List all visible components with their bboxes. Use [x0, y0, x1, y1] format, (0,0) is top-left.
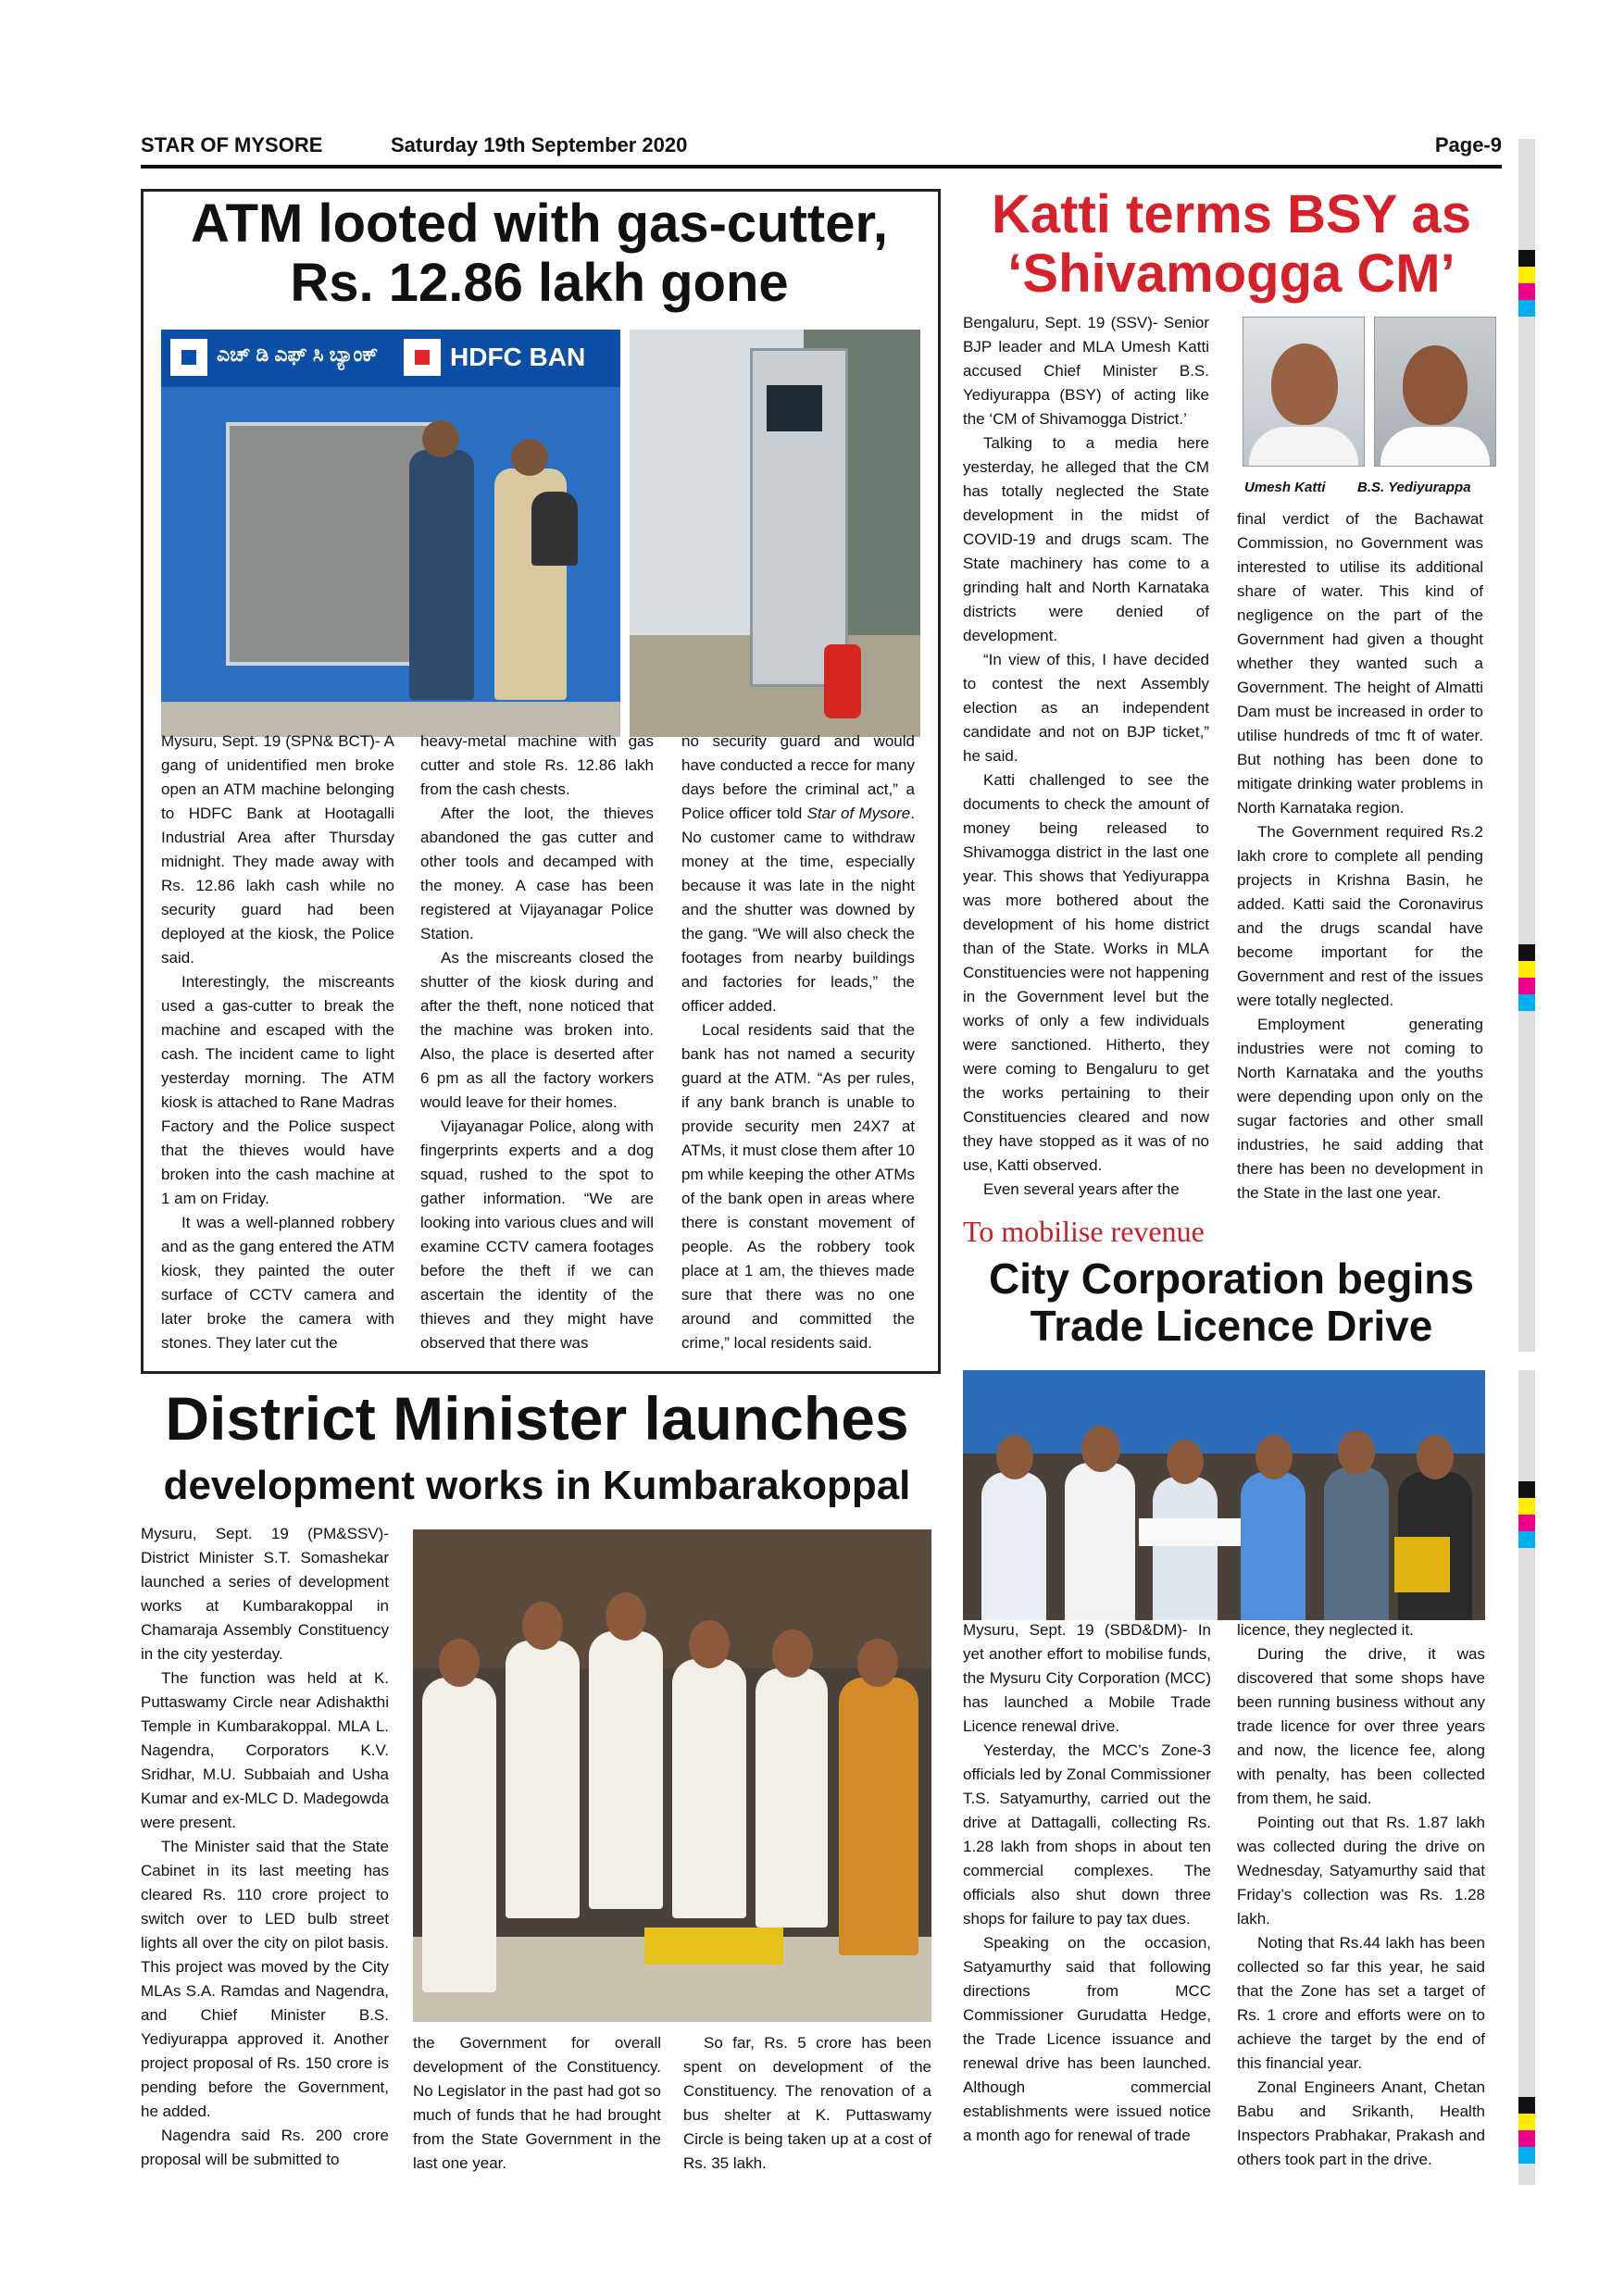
officer-head	[511, 439, 548, 476]
hdfc-sign-text: HDFC BAN	[450, 343, 586, 371]
katti-c2-p3: Employment generating industries were not coming to North Karnataka and the youths were depending upon only on the sugar factories and other small industries, he said adding that there has been no development in the State in the last one year.	[1237, 1016, 1483, 1202]
hdfc-logo-icon	[170, 339, 207, 376]
trade-c1-p1: Mysuru, Sept. 19 (SBD&DM)- In yet another effort to mobilise funds, the Mysuru City Corporation (MCC) has launched a Mobile Trade Licence renewal drive.	[963, 1621, 1211, 1735]
atm-c3-paper-name: Star of Mysore	[806, 805, 911, 822]
katti-headline	[954, 185, 1509, 304]
guest-4-face	[772, 1629, 813, 1678]
page-number: Page-9	[1434, 133, 1502, 156]
minister-figure	[422, 1678, 496, 1992]
official-2	[1065, 1463, 1135, 1620]
katti-headline-line1: Katti terms BSY as	[992, 184, 1471, 244]
yediyurappa-portrait	[1374, 317, 1496, 467]
shop-backdrop	[963, 1370, 1485, 1454]
katti-c1-p5: Even several years after the	[983, 1180, 1180, 1198]
backpack	[531, 492, 578, 566]
district-headline	[130, 1385, 944, 1453]
guest-3	[672, 1659, 746, 1918]
margin-bar-top	[1518, 139, 1535, 1352]
trade-headline	[954, 1255, 1509, 1349]
katti-c1-p2: Talking to a media here yesterday, he alleged that the CM has totally neglected the State development in the midst of COVID-19 and drugs scam. The State machinery has come to a grinding halt and North Karnataka districts were denied of development.	[963, 434, 1209, 644]
atm-c3-p1b: . No customer came to withdraw money at the time, especially because it was late in the night and the shutter was downed by the gang. “We will also check the footages from nearby buildings and factories for leads,” the officer added.	[681, 805, 915, 1015]
trade-column-2	[1237, 1618, 1485, 2172]
katti-c2-p1: final verdict of the Bachawat Commission, no Government was interested to utilise its additional share of water. This kind of negligence on the part of the Government had given a thought whether they wanted such a Government. The height of Almatti Dam must be increased in order to utilise hundreds of tmc ft of water. But nothing has been done to mitigate drinking water problems in North Karnataka region.	[1237, 510, 1483, 817]
trade-kicker: To mobilise revenue	[963, 1215, 1205, 1248]
guest-4	[756, 1668, 828, 1928]
district-c3-p1: So far, Rs. 5 crore has been spent on development of the Constituency. The renovation of a bus shelter at K. Puttaswamy Circle is being taken up at a cost of Rs. 35 lakh.	[683, 2034, 931, 2172]
woman-figure	[839, 1678, 918, 1955]
atm-column-1	[161, 730, 394, 1355]
katti-c1-p4: Katti challenged to see the documents to check the amount of money being released to Shivamogga district in the last one year. This shows that Yediyurappa was more bothered about the development of his home district than of the State. Works in MLA Constituencies were not happening in the Government level but the works of only a few individuals were sanctioned. Hitherto, they were coming to Bengaluru to get the works pertaining to their Constituencies cleared and now they have stopped as it was of no use, Katti observed.	[963, 771, 1209, 1174]
guest-1-face	[522, 1602, 563, 1650]
katti-headline-line2: ‘Shivamogga CM’	[1007, 243, 1455, 304]
atm-c2-p2: After the loot, the thieves abandoned the gas cutter and other tools and decamped with the money. A case has been registered at Vijayanagar Police Station.	[420, 805, 654, 942]
trade-c2-p3: Pointing out that Rs. 1.87 lakh was collected during the drive on Wednesday, Satyamurthy said that Friday’s collection was Rs. 1.28 lakh.	[1237, 1814, 1485, 1928]
registration-marks-3	[1518, 1481, 1535, 1548]
temple-backdrop	[413, 1529, 931, 1668]
district-column-2	[413, 2031, 661, 2176]
trade-headline-line1: City Corporation begins	[989, 1254, 1474, 1303]
district-column-3	[683, 2031, 931, 2176]
shopkeeper-face	[1255, 1435, 1293, 1479]
yellow-folder	[1394, 1537, 1450, 1592]
umesh-katti-portrait	[1243, 317, 1365, 467]
katti-column-2	[1237, 507, 1483, 1205]
guest-2	[589, 1631, 663, 1909]
trade-c2-p4: Noting that Rs.44 lakh has been collected so far this year, he said that the Zone has set a target of Rs. 1 crore and efforts were on to achieve the target by the end of this financial year.	[1237, 1934, 1485, 2072]
trade-c1-p2: Yesterday, the MCC’s Zone-3 officials led by Zonal Commissioner T.S. Satyamurthy, carried out the drive at Dattagalli, collecting Rs. 1.28 lakh from shops in about ten commercial complexes. The officials also shut down three shops for failure to pay tax dues.	[963, 1741, 1211, 1928]
atm-column-2	[420, 730, 654, 1355]
katti-c2-p2: The Government required Rs.2 lakh crore to complete all pending projects in Krishna Basin, he added. Katti said the Coronavirus and the drugs scandal have become important for the Government and rest of the issues were totally neglected.	[1237, 823, 1483, 1009]
policeman-figure	[409, 450, 474, 700]
official-4	[1324, 1467, 1389, 1620]
official-1-face	[996, 1435, 1033, 1479]
district-c1-p4: Nagendra said Rs. 200 crore proposal will be submitted to	[141, 2127, 389, 2168]
official-2-face	[1081, 1426, 1120, 1472]
katti-face	[1271, 343, 1338, 425]
official-4-face	[1338, 1430, 1375, 1475]
masthead	[141, 131, 1502, 168]
katti-c1-p3: “In view of this, I have decided to contest the next Assembly election as an independent candidate and not on BJP ticket,” he said.	[963, 651, 1209, 765]
trade-c2-p2: During the drive, it was discovered that some shops have been running business without any trade licence for over three years and now, the licence fee, along with penalty, has been collected from them, he said.	[1237, 1645, 1485, 1807]
district-c1-p2: The function was held at K. Puttaswamy Circle near Adishakthi Temple in Kumbarakoppal. MLA L. Nagendra, Corporators K.V. Sridhar, M.U. Subbaiah and Usha Kumar and ex-MLC D. Madegowda were present.	[141, 1669, 389, 1831]
district-column-1	[141, 1522, 389, 2172]
caption-katti: Umesh Katti	[1244, 480, 1326, 495]
atm-column-3	[681, 730, 915, 1355]
atm-c1-p3: It was a well-planned robbery and as the gang entered the ATM kiosk, they painted the outer surface of CCTV camera and later broke the camera with stones. They later cut the	[161, 1214, 394, 1352]
district-c1-p1: Mysuru, Sept. 19 (PM&SSV)- District Minister S.T. Somashekar launched a series of development works at Kumbarakoppal in Chamaraja Assembly Constituency in the city yesterday.	[141, 1525, 389, 1663]
katti-shirt	[1249, 427, 1358, 467]
hdfc-sign-kannada: ಎಚ್ ಡಿ ಎಫ್ ಸಿ ಬ್ಯಾಂಕ್	[217, 343, 379, 366]
trade-column-1	[963, 1618, 1211, 2148]
official-5-face	[1417, 1435, 1454, 1479]
atm-headline	[148, 194, 931, 313]
atm-headline-line2: Rs. 12.86 lakh gone	[290, 252, 789, 313]
registration-marks-4	[1518, 2097, 1535, 2164]
official-3-face	[1167, 1440, 1204, 1484]
atm-kiosk-photo	[161, 330, 620, 737]
trade-licence-photo	[963, 1370, 1485, 1620]
gas-cylinder	[824, 644, 861, 718]
trade-c1-p3: Speaking on the occasion, Satyamurthy said that following directions from MCC Commissioner Gurudatta Hedge, the Trade Licence issuance and renewal drive has been launched. Although commercial establishments were issued notice a month ago for renewal of trade	[963, 1934, 1211, 2144]
atm-c3-p2: Local residents said that the bank has not named a security guard at the ATM. “As per rules, if any bank branch is unable to provide security men 24X7 at ATMs, it must close them after 10 pm while keeping the other ATMs of the bank open in areas where there is constant movement of people. As the robbery took place at 1 am, the thieves made sure that there was no one around and committed the crime,” local residents said.	[681, 1021, 915, 1352]
bsy-face	[1403, 345, 1468, 425]
guest-2-face	[606, 1592, 646, 1641]
atm-c1-p2: Interestingly, the miscreants used a gas-cutter to break the machine and escaped with the cash. The incident came to light yesterday morning. The ATM kiosk is attached to Rane Madras Factory and the Police suspect that the thieves would have broken into the cash machine at 1 am on Friday.	[161, 973, 394, 1207]
district-subheadline: development works in Kumbarakoppal	[163, 1463, 911, 1508]
trade-headline-line2: Trade Licence Drive	[1030, 1301, 1433, 1350]
atm-c2-p1: heavy-metal machine with gas cutter and stole Rs. 12.86 lakh from the cash chests.	[420, 732, 654, 798]
atm-c3-p1a: no security guard and would have conducted a recce for many days before the criminal act,” a Police officer told	[681, 732, 915, 822]
trade-c2-p1: licence, they neglected it.	[1237, 1621, 1414, 1639]
district-headline-line1: District Minister launches	[165, 1384, 909, 1453]
woman-face	[857, 1639, 898, 1687]
district-c1-p3: The Minister said that the State Cabinet in its last meeting has cleared Rs. 110 crore project to switch over to LED bulb street lights all over the city on pilot basis. This project was moved by the City MLAs S.A. Ramdas and Nagendra, and Chief Minister B.S. Yediyurappa approved it. Another project proposal of Rs. 150 crore is pending before the Government, he added.	[141, 1838, 389, 2120]
official-1	[981, 1472, 1046, 1620]
issue-date: Saturday 19th September 2020	[391, 133, 688, 156]
paper-name: STAR OF MYSORE	[141, 133, 323, 156]
hdfc-logo-icon-2	[404, 339, 441, 376]
caption-bsy: B.S. Yediyurappa	[1357, 480, 1471, 495]
minister-face	[439, 1639, 480, 1687]
damaged-atm-photo	[630, 330, 920, 737]
hdfc-sign	[161, 330, 620, 387]
guest-3-face	[689, 1620, 730, 1668]
district-minister-photo	[413, 1529, 931, 2022]
atm-c3-p1	[681, 730, 915, 1018]
atm-c1-p1: Mysuru, Sept. 19 (SPN& BCT)- A gang of unidentified men broke open an ATM machine belonging to HDFC Bank at Hootagalli Industrial Area after Thursday midnight. They made away with Rs. 12.86 lakh cash while no security guard had been deployed at the kiosk, the Police said.	[161, 732, 394, 967]
katti-c1-p1: Bengaluru, Sept. 19 (SSV)- Senior BJP leader and MLA Umesh Katti accused Chief Minister B.S. Yediyurappa (BSY) of acting like the ‘CM of Shivamogga District.’	[963, 314, 1209, 428]
atm-c2-p4: Vijayanagar Police, along with fingerprints experts and a dog squad, rushed to the spot to gather information. “We are looking into various clues and will examine CCTV camera footages before the theft if we can ascertain the identity of the thieves and they might have observed that there was	[420, 1117, 654, 1352]
atm-headline-line1: ATM looted with gas-cutter,	[191, 193, 888, 254]
policeman-head	[422, 420, 459, 457]
guest-1	[506, 1641, 580, 1918]
registration-marks-2	[1518, 944, 1535, 1011]
atm-screen	[767, 385, 822, 431]
katti-column-1	[963, 311, 1209, 1202]
trade-c2-p5: Zonal Engineers Anant, Chetan Babu and Srikanth, Health Inspectors Prabhakar, Prakash and others took part in the drive.	[1237, 2078, 1485, 2168]
bsy-shirt	[1380, 427, 1490, 467]
foundation-stone	[644, 1928, 783, 1965]
official-3	[1153, 1477, 1218, 1620]
registration-marks-1	[1518, 250, 1535, 317]
district-c2-p1: the Government for overall development of the Constituency. No Legislator in the past had got so much of funds that he had brought from the State Government in the last one year.	[413, 2034, 661, 2172]
atm-c2-p3: As the miscreants closed the shutter of the kiosk during and after the theft, none noticed that the machine was broken into. Also, the place is deserted after 6 pm as all the factory workers would leave for their homes.	[420, 949, 654, 1111]
shopkeeper	[1241, 1472, 1305, 1620]
